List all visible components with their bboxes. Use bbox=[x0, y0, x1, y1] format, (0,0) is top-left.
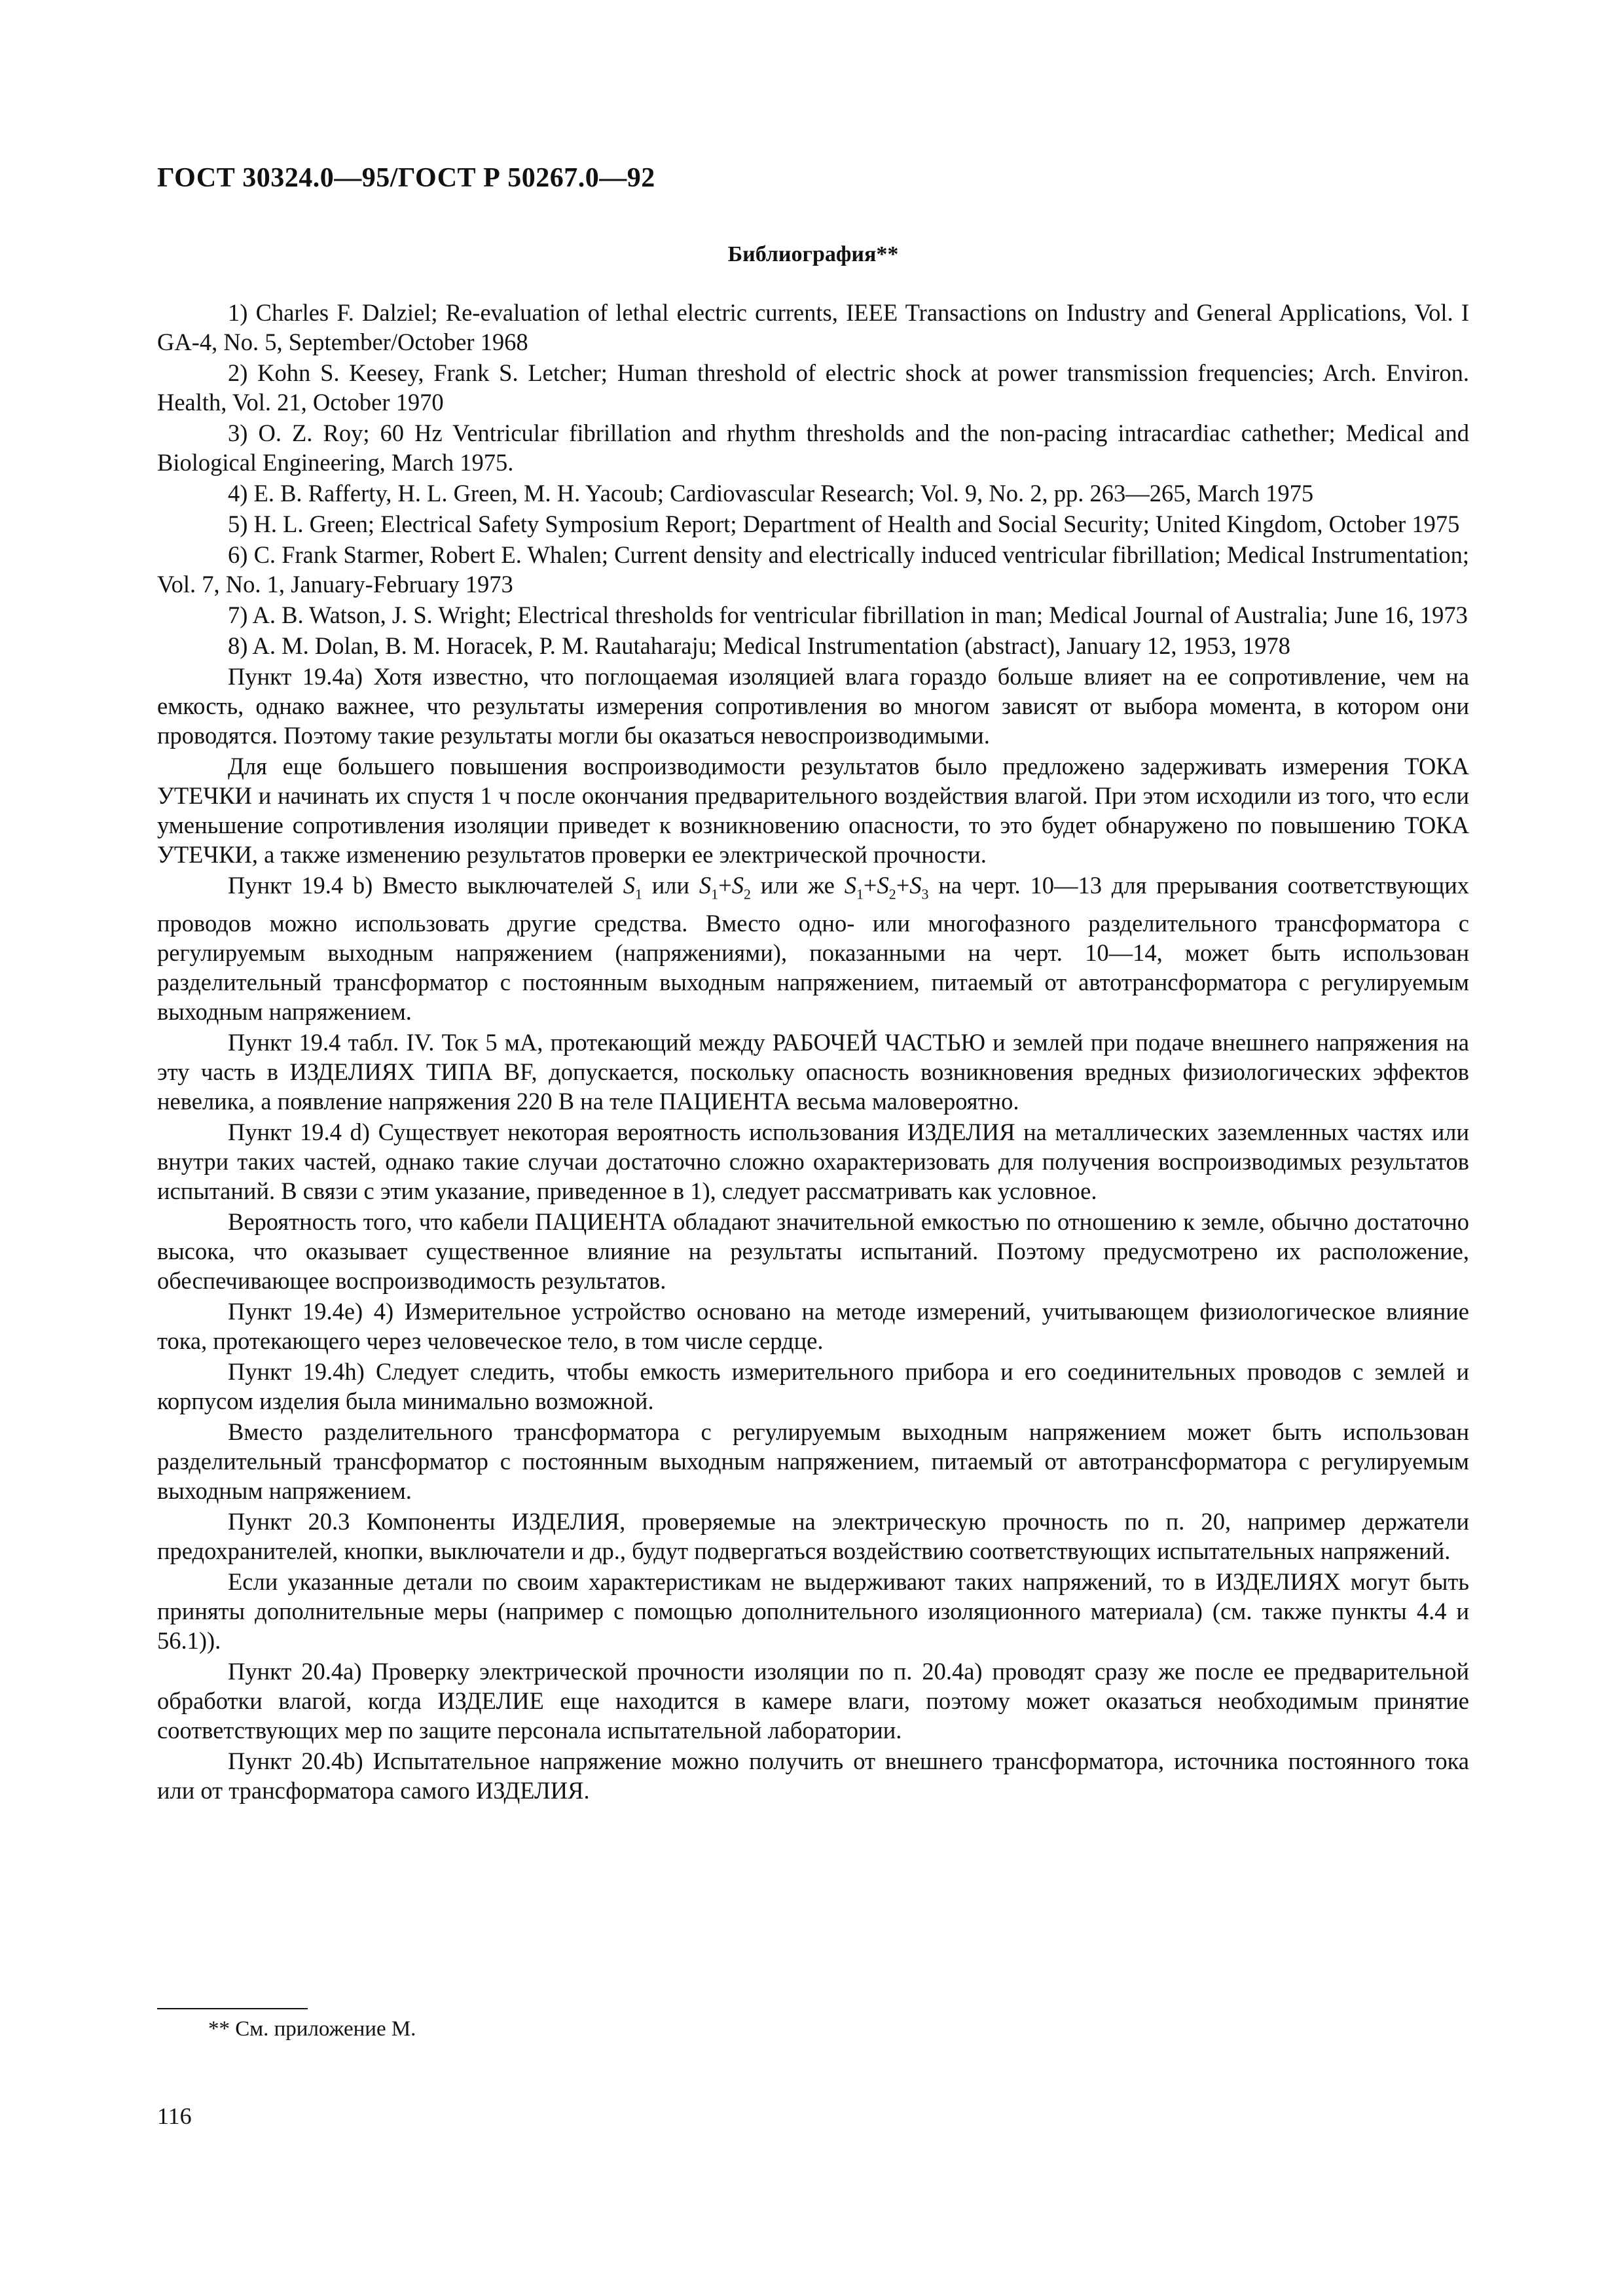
reference-item: 2) Kohn S. Keesey, Frank S. Letcher; Human threshold of electric shock at power transmission frequencies; Arch. Environ. Health, Vol. 21, October 1970 bbox=[157, 359, 1469, 416]
paragraph: Пункт 19.4a) Хотя известно, что поглощаемая изоляцией влага гораздо больше влияет на ее сопротивление, чем на емкость, однако важнее, что результаты измерения сопротивления во многом зависят от выбора момента, в котором они проводятся. Поэтому такие результаты могли бы оказаться невоспроизводимыми. bbox=[157, 663, 1469, 749]
document-header: ГОСТ 30324.0—95/ГОСТ Р 50267.0—92 bbox=[157, 163, 655, 193]
reference-item: 6) C. Frank Starmer, Robert E. Whalen; Current density and electrically induced ventricular fibrillation; Medical Instrumentation; Vol. 7, No. 1, January-February 1973 bbox=[157, 541, 1469, 598]
document-body bbox=[157, 298, 1469, 1806]
paragraph: Пункт 19.4e) 4) Измерительное устройство основано на методе измерений, учитывающем физиологическое влияние тока, протекающего через человеческое тело, в том числе сердце. bbox=[157, 1298, 1469, 1355]
paragraph: Пункт 20.4a) Проверку электрической прочности изоляции по п. 20.4a) проводят сразу же после ее предварительной обработки влагой, когда ИЗДЕЛИЕ еще находится в камере влаги, поэтому может оказаться необходимым принятие соответствующих мер по защите персонала испытательной лаборатории. bbox=[157, 1658, 1469, 1744]
paragraph: Если указанные детали по своим характеристикам не выдерживают таких напряжений, то в ИЗДЕЛИЯХ могут быть приняты дополнительные меры (например с помощью дополнительного изоляционного материала) (см. также пункты 4.4 и 56.1)). bbox=[157, 1568, 1469, 1655]
paragraph: Для еще большего повышения воспроизводимости результатов было предложено задерживать измерения ТОКА УТЕЧКИ и начинать их спустя 1 ч после окончания предварительного воздействия влагой. При этом исходили из того, что если уменьшение сопротивления изоляции приведет к возникновению опасности, то это будет обнаружено по повышению ТОКА УТЕЧКИ, а также изменению результатов проверки ее электрической прочности. bbox=[157, 753, 1469, 868]
paragraph: Пункт 19.4 d) Существует некоторая вероятность использования ИЗДЕЛИЯ на металлических заземленных частях или внутри таких частей, однако такие случаи достаточно сложно охарактеризовать для получения воспроизводимых результатов испытаний. В связи с этим указание, приведенное в 1), следует рассматривать как условное. bbox=[157, 1119, 1469, 1205]
reference-item: 8) A. M. Dolan, B. M. Horacek, P. M. Rautaharaju; Medical Instrumentation (abstract), January 12, 1953, 1978 bbox=[228, 632, 1290, 659]
paragraph-with-formula: Пункт 19.4 b) Вместо выключателей $S_1$ или $S_1+S_2$ или же $S_1+S_2+S_3$ на черт. 10—13 для прерывания соответствующих проводов можно использовать другие средства. Вместо одно- или многофазного разделительного трансформатора с регулируемым выходным напряжением (напряжениями), показанными на черт. 10—14, может быть использован разделительный трансформатор с постоянным выходным напряжением, питаемый от автотрансформатора с регулируемым выходным напряжением. bbox=[157, 872, 1469, 1026]
paragraph: Пункт 20.3 Компоненты ИЗДЕЛИЯ, проверяемые на электрическую прочность по п. 20, например держатели предохранителей, кнопки, выключатели и др., будут подвергаться воздействию соответствующих испытательных напряжений. bbox=[157, 1508, 1469, 1565]
reference-item: 5) H. L. Green; Electrical Safety Symposium Report; Department of Health and Social Security; United Kingdom, October 1975 bbox=[228, 511, 1460, 537]
reference-item: 3) O. Z. Roy; 60 Hz Ventricular fibrillation and rhythm thresholds and the non-pacing intracardiac cathether; Medical and Biological Engineering, March 1975. bbox=[157, 420, 1469, 476]
paragraph: Пункт 19.4 табл. IV. Ток 5 мА, протекающий между РАБОЧЕЙ ЧАСТЬЮ и землей при подаче внешнего напряжения на эту часть в ИЗДЕЛИЯХ ТИПА BF, допускается, поскольку опасность возникновения вредных физиологических эффектов невелика, а появление напряжения 220 В на теле ПАЦИЕНТА весьма маловероятно. bbox=[157, 1029, 1469, 1115]
reference-item: 7) A. B. Watson, J. S. Wright; Electrical thresholds for ventricular fibrillation in man; Medical Journal of Australia; June 16, 1973 bbox=[228, 601, 1468, 628]
paragraph: Вместо разделительного трансформатора с регулируемым выходным напряжением может быть использован разделительный трансформатор с постоянным выходным напряжением, питаемый от автотрансформатора с регулируемым выходным напряжением. bbox=[157, 1418, 1469, 1505]
footnote-divider bbox=[157, 2008, 308, 2009]
paragraph: Пункт 19.4h) Следует следить, чтобы емкость измерительного прибора и его соединительных проводов с землей и корпусом изделия была минимально возможной. bbox=[157, 1358, 1469, 1415]
paragraph: Пункт 20.4b) Испытательное напряжение можно получить от внешнего трансформатора, источника постоянного тока или от трансформатора самого ИЗДЕЛИЯ. bbox=[157, 1748, 1469, 1804]
footnote: ** См. приложение М. bbox=[208, 2017, 416, 2041]
reference-item: 4) E. B. Rafferty, H. L. Green, M. H. Yacoub; Cardiovascular Research; Vol. 9, No. 2, pp. 263—265, March 1975 bbox=[228, 480, 1314, 507]
page-number: 116 bbox=[157, 2103, 192, 2129]
bibliography-title: Библиография** bbox=[727, 242, 899, 266]
reference-item: 1) Charles F. Dalziel; Re-evaluation of lethal electric currents, IEEE Transactions on Industry and General Applications, Vol. I GA-4, No. 5, September/October 1968 bbox=[157, 299, 1469, 355]
paragraph: Вероятность того, что кабели ПАЦИЕНТА обладают значительной емкостью по отношению к земле, обычно достаточно высока, что оказывает существенное влияние на результаты испытаний. Поэтому предусмотрено их расположение, обеспечивающее воспроизводимость результатов. bbox=[157, 1208, 1469, 1295]
